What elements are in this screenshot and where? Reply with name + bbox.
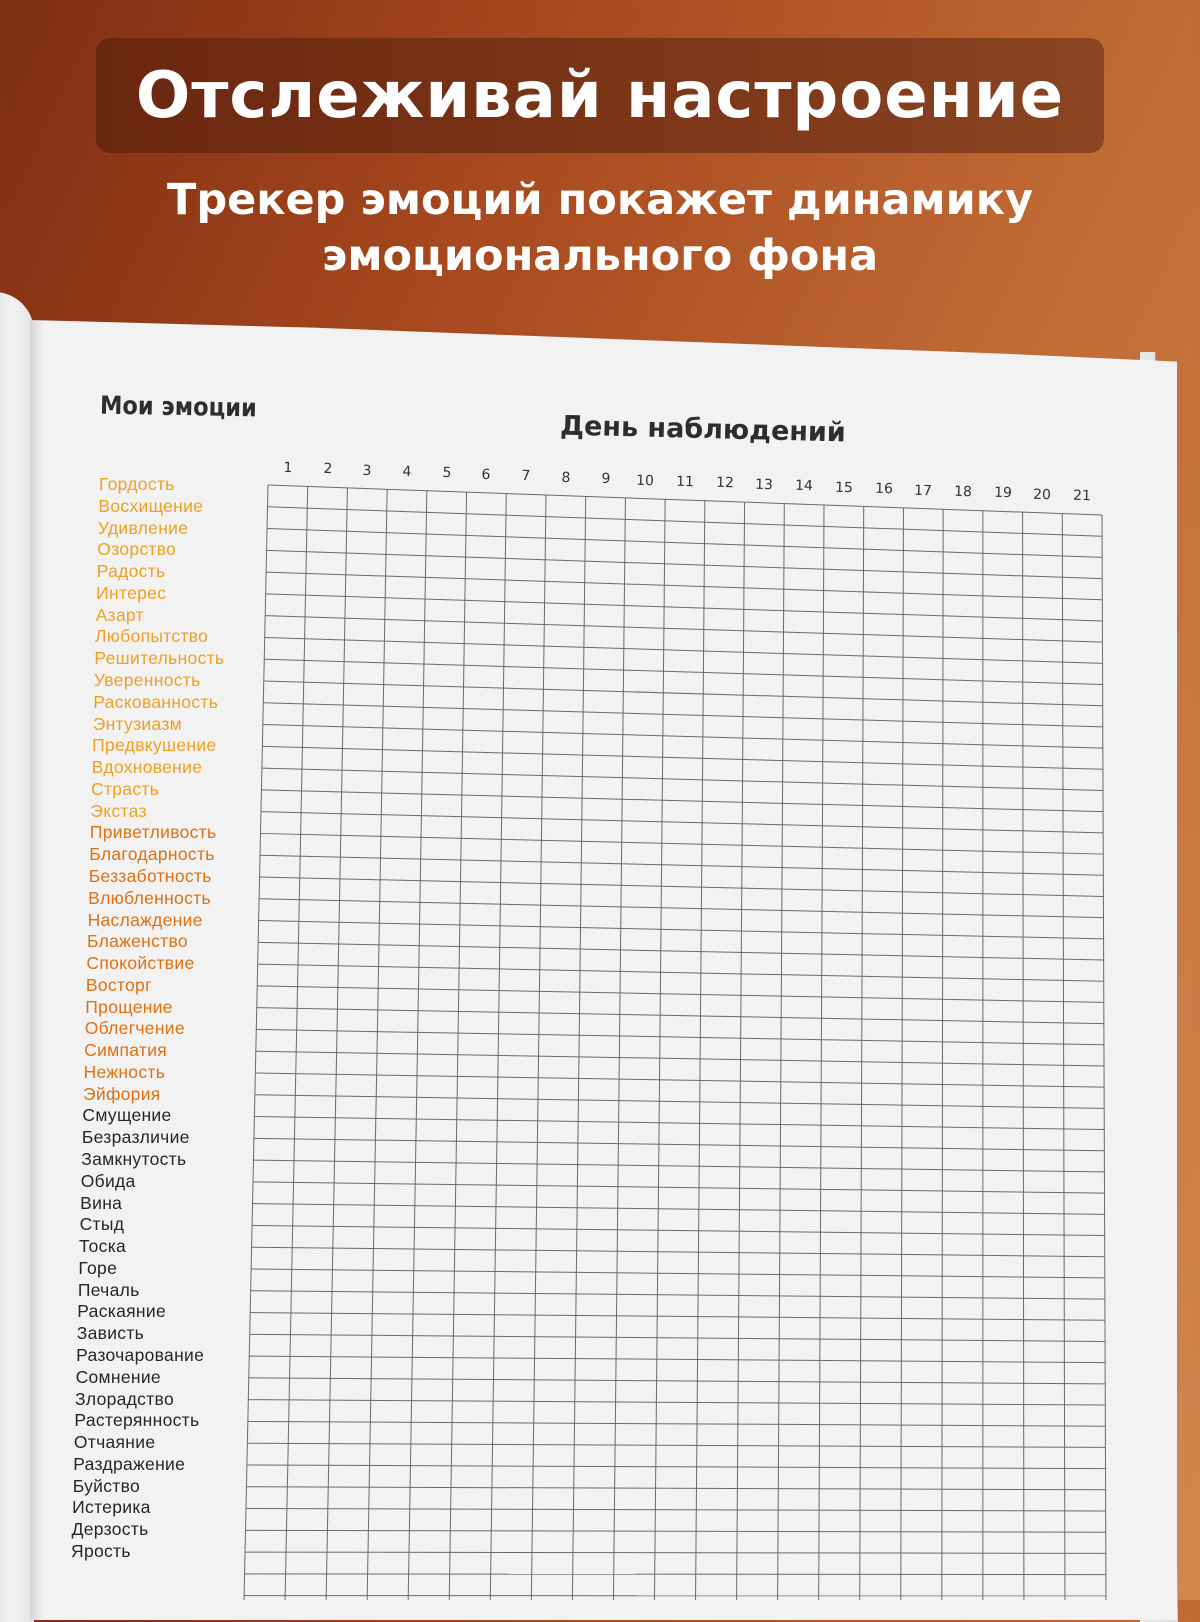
grid-column-line	[613, 498, 625, 1600]
emotion-label: Приветливость	[90, 822, 217, 843]
grid-row-line	[246, 1509, 1106, 1511]
emotion-label: Тоска	[79, 1236, 126, 1257]
grid-column-line	[326, 488, 347, 1600]
day-number: 19	[994, 485, 1012, 501]
emotion-label: Разочарование	[76, 1345, 204, 1366]
grid-row-line	[253, 1204, 1105, 1215]
grid-row-line	[253, 1182, 1105, 1193]
subtitle-line-1: Трекер эмоций покажет динамику	[0, 172, 1200, 228]
grid-row-line	[268, 485, 1102, 515]
subtitle-line-2: эмоционального фона	[0, 228, 1200, 284]
day-number: 11	[676, 474, 694, 490]
emotion-label: Зависть	[77, 1323, 144, 1344]
emotion-label: Горе	[78, 1258, 117, 1279]
grid-column-line	[1102, 515, 1106, 1600]
day-number: 7	[521, 468, 530, 484]
grid-row-line	[262, 768, 1103, 790]
grid-row-line	[264, 659, 1102, 684]
grid-column-line	[531, 495, 546, 1600]
day-number: 4	[402, 464, 411, 480]
emotion-label: Радость	[97, 561, 166, 582]
emotion-label: Симпатия	[84, 1040, 167, 1061]
day-number: 14	[795, 478, 813, 494]
day-number: 9	[601, 471, 610, 487]
emotion-label: Раздражение	[73, 1454, 185, 1475]
grid-row-line	[251, 1269, 1105, 1278]
grid-column-line	[449, 492, 466, 1600]
grid-row-line	[260, 855, 1103, 875]
grid-row-line	[259, 921, 1104, 939]
day-number: 13	[755, 477, 773, 493]
emotion-label: Печаль	[78, 1280, 140, 1301]
grid-row-line	[264, 681, 1103, 706]
emotion-label: Любопытство	[95, 626, 208, 647]
day-number: 1	[283, 460, 292, 476]
days-heading: День наблюдений	[560, 411, 847, 449]
grid-row-line	[247, 1465, 1106, 1469]
grid-row-line	[258, 942, 1103, 960]
grid-row-line	[257, 986, 1104, 1003]
grid-row-line	[256, 1051, 1104, 1066]
grid-row-line	[260, 877, 1104, 896]
grid-row-line	[267, 550, 1103, 578]
emotion-label: Предвкушение	[92, 735, 216, 756]
grid-row-line	[263, 725, 1103, 749]
grid-column-line	[942, 509, 943, 1600]
emotion-label: Эйфория	[83, 1084, 161, 1105]
day-number: 8	[561, 470, 570, 486]
grid-row-line	[255, 1095, 1104, 1109]
grid-row-line	[245, 1552, 1106, 1553]
grid-row-line	[250, 1313, 1105, 1321]
grid-column-line	[1023, 512, 1024, 1600]
grid-column-line	[408, 491, 427, 1600]
banner-title: Отслеживай настроение	[136, 59, 1064, 133]
emotion-label: Восхищение	[98, 496, 203, 517]
day-number: 2	[323, 461, 332, 477]
emotion-label: Стыд	[80, 1214, 125, 1235]
grid-row-line	[261, 833, 1104, 854]
grid-column-line	[654, 499, 665, 1600]
emotion-label: Спокойствие	[86, 953, 194, 974]
grid-row-line	[248, 1400, 1105, 1405]
day-number: 21	[1073, 488, 1091, 504]
emotion-label: Блаженство	[87, 931, 188, 952]
emotion-label: Азарт	[96, 605, 144, 626]
grid-row-line	[246, 1487, 1105, 1490]
grid-column-line	[737, 502, 745, 1600]
day-number: 5	[442, 465, 451, 481]
day-number: 18	[954, 484, 972, 500]
grid-row-line	[250, 1334, 1105, 1341]
emotion-label: Истерика	[72, 1497, 151, 1518]
grid-column-line	[285, 486, 308, 1600]
day-number: 12	[716, 475, 734, 491]
grid-column-line	[1062, 514, 1065, 1600]
emotion-label: Растерянность	[74, 1410, 199, 1431]
emotion-label: Безразличие	[82, 1127, 190, 1148]
grid-row-line	[249, 1356, 1105, 1363]
grid-row-line	[257, 1008, 1104, 1024]
grid-column-line	[696, 501, 705, 1600]
day-number: 15	[835, 479, 853, 495]
emotion-label: Гордость	[99, 474, 175, 495]
emotion-label: Интерес	[96, 583, 166, 604]
grid-row-line	[254, 1117, 1104, 1130]
emotion-label: Смущение	[82, 1105, 171, 1126]
emotion-label: Удивление	[98, 518, 188, 539]
grid-row-line	[252, 1225, 1105, 1235]
day-number: 3	[363, 462, 372, 478]
grid-column-line	[244, 485, 268, 1600]
emotion-label: Замкнутость	[81, 1149, 186, 1170]
grid-row-line	[252, 1247, 1105, 1256]
emotion-label: Экстаз	[90, 801, 146, 822]
emotion-label: Беззаботность	[89, 866, 212, 887]
grid-row-line	[248, 1421, 1106, 1426]
grid-row-line	[255, 1073, 1104, 1087]
grid-row-line	[263, 703, 1102, 727]
emotion-label: Нежность	[84, 1062, 166, 1083]
grid-row-line	[259, 899, 1103, 918]
emotion-label: Прощение	[85, 997, 173, 1018]
emotion-label: Сомнение	[76, 1367, 161, 1388]
emotion-label: Страсть	[91, 779, 159, 800]
grid-column-line	[778, 504, 785, 1600]
grid-row-line	[249, 1378, 1105, 1384]
grid-column-line	[860, 506, 864, 1600]
grid-column-line	[819, 505, 824, 1600]
day-number: 6	[482, 467, 491, 483]
grid-row-line	[251, 1291, 1105, 1299]
day-number: 16	[874, 481, 892, 497]
grid-row-line	[265, 637, 1103, 663]
emotion-label: Наслаждение	[88, 910, 203, 931]
emotion-label: Облегчение	[85, 1018, 185, 1039]
emotion-label: Ярость	[71, 1541, 131, 1562]
grid-row-line	[262, 746, 1103, 769]
grid-row-line	[261, 812, 1103, 833]
emotion-label: Влюбленность	[88, 888, 211, 909]
emotions-heading: Мои эмоции	[100, 391, 257, 423]
grid-row-line	[266, 572, 1102, 600]
emotion-label: Энтузиазм	[93, 714, 182, 735]
emotion-label: Озорство	[97, 539, 176, 560]
grid-column-line	[367, 489, 387, 1600]
emotion-label: Уверенность	[94, 670, 201, 691]
day-number: 20	[1033, 487, 1051, 503]
emotion-label: Буйство	[73, 1476, 140, 1497]
grid-column-line	[901, 508, 904, 1600]
grid-row-line	[253, 1160, 1104, 1172]
grid-row-line	[268, 507, 1103, 536]
grid-row-line	[266, 594, 1103, 621]
emotion-label: Решительность	[94, 648, 224, 669]
emotion-label: Восторг	[86, 975, 152, 996]
grid-row-line	[247, 1443, 1105, 1447]
emotion-label: Злорадство	[75, 1389, 174, 1410]
emotion-label: Раскаяние	[77, 1301, 166, 1322]
emotion-label: Благодарность	[89, 844, 214, 865]
grid-row-line	[261, 790, 1103, 812]
emotion-label: Вина	[80, 1193, 122, 1214]
grid-row-line	[267, 529, 1102, 558]
day-number: 17	[914, 482, 932, 498]
grid-row-line	[246, 1530, 1106, 1532]
emotion-label: Отчаяние	[74, 1432, 156, 1453]
grid-row-line	[256, 1029, 1104, 1044]
grid-row-line	[258, 964, 1104, 981]
emotion-label: Обида	[81, 1171, 136, 1192]
grid-column-line	[490, 494, 506, 1600]
grid-row-line	[254, 1138, 1104, 1150]
day-number: 10	[636, 472, 654, 488]
grid-row-line	[265, 616, 1102, 642]
emotion-label: Вдохновение	[92, 757, 203, 778]
emotion-label: Раскованность	[93, 692, 218, 713]
grid-column-line	[572, 496, 585, 1600]
grid-row-line	[245, 1574, 1106, 1575]
emotion-label: Дерзость	[72, 1519, 149, 1540]
